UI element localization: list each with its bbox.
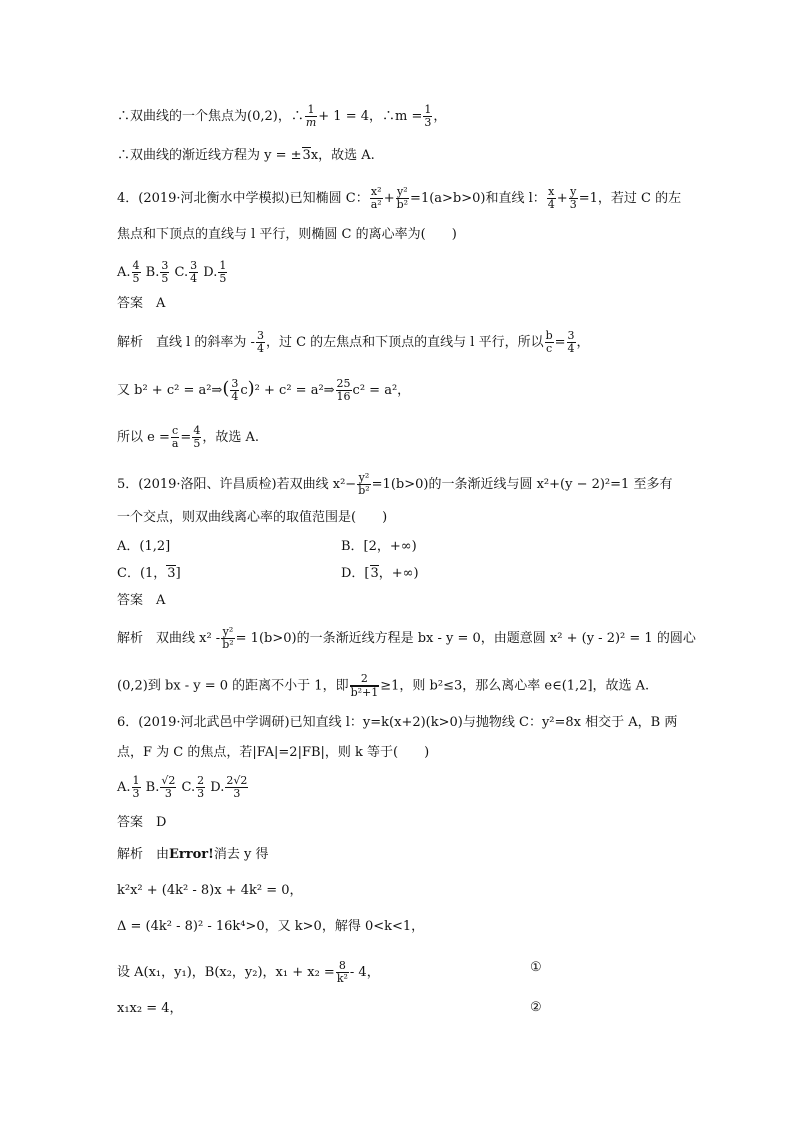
question-4-stem: 焦点和下顶点的直线与 l 平行，则椭圆 C 的离心率为( ): [117, 227, 457, 242]
question-6-options: A. $\frac{1}{3}$ B. $\frac{√2}{3}$ C. $\frac{2}{3}$ D. $\frac{2√2}{3}$: [117, 774, 248, 800]
option-b: B．[2，+∞): [341, 539, 417, 554]
option-c: C．(1，3]: [117, 566, 181, 581]
solution-line: 设 A(x₁，y₁)，B(x₂，y₂)，x₁ + x₂ = $\frac{8}{\text{k²}}$ - 4，: [117, 959, 380, 985]
question-4-stem: 4．(2019·河北衡水中学模拟)已知椭圆 C： $\frac{\text{x²}}{\text{a²}}$ + $\frac{\text{y²}}{\text{b²}}$ =1(a>b>0)和直线 l： $\frac{x}{4}$ + $\frac{y}{3}$ =1，若过 C 的左: [117, 185, 682, 211]
solution-line: 解析 双曲线 x² - $\frac{\text{y²}}{\text{b²}}$ = 1(b>0)的一条渐近线方程是 bx - y = 0，由题意圆 x² + (y - 2)² = 1 的圆心: [117, 625, 696, 651]
solution-line: k²x² + (4k² - 8)x + 4k² = 0，: [117, 883, 303, 898]
question-6-stem: 6．(2019·河北武邑中学调研)已知直线 l：y=k(x+2)(k>0)与抛物线 C：y²=8x 相交于 A，B 两: [117, 715, 678, 730]
equation-marker-1: ①: [530, 960, 542, 975]
question-6-stem: 点，F 为 C 的焦点，若|FA|=2|FB|，则 k 等于( ): [117, 745, 430, 760]
option-a: A．(1,2]: [117, 539, 171, 554]
solution-line: x₁x₂ = 4，: [117, 1001, 183, 1016]
question-4-options: A. $\frac{4}{5}$ B. $\frac{3}{5}$ C. $\frac{3}{4}$ D. $\frac{1}{5}$: [117, 259, 227, 285]
solution-line: ∴双曲线的一个焦点为(0,2)，∴ $\frac{1}{m}$ + 1 = 4，∴m = $\frac{1}{3}$ ，: [117, 103, 447, 129]
answer-label: 答案 D: [117, 815, 167, 830]
equation-marker-2: ②: [530, 1000, 542, 1015]
solution-line: 所以 e = $\frac{c}{a}$ = $\frac{4}{5}$ ，故选 A.: [117, 424, 259, 450]
solution-line: (0,2)到 bx - y = 0 的距离不小于 1，即 $\frac{2}{\text{b²+1}}$ ≥1，则 b²≤3，那么离心率 e∈(1,2]，故选 A.: [117, 672, 650, 699]
answer-label: 答案 A: [117, 296, 166, 311]
question-5-stem: 5．(2019·洛阳、许昌质检)若双曲线 x²− $\frac{\text{y²}}{\text{b²}}$ =1(b>0)的一条渐近线与圆 x²+(y − 2)²=1 至多有: [117, 471, 673, 497]
question-5-stem: 一个交点，则双曲线离心率的取值范围是( ): [117, 510, 388, 525]
option-d: D．[3，+∞): [341, 566, 419, 581]
solution-line: 解析 由Error!消去 y 得: [117, 847, 269, 862]
solution-line: 解析 直线 l 的斜率为 - $\frac{3}{4}$ ，过 C 的左焦点和下顶点的直线与 l 平行，所以 $\frac{b}{c}$ = $\frac{3}{4}$ ，: [117, 329, 590, 355]
solution-line: 又 b² + c² = a²⇒( $\frac{3}{4}$ c)² + c² = a²⇒ $\frac{25}{16}$ c² = a²，: [117, 377, 411, 403]
solution-line: Δ = (4k² - 8)² - 16k⁴>0，又 k>0，解得 0<k<1，: [117, 919, 425, 934]
solution-line: ∴双曲线的渐近线方程为 y = ±3x，故选 A.: [117, 148, 375, 163]
answer-label: 答案 A: [117, 593, 166, 608]
